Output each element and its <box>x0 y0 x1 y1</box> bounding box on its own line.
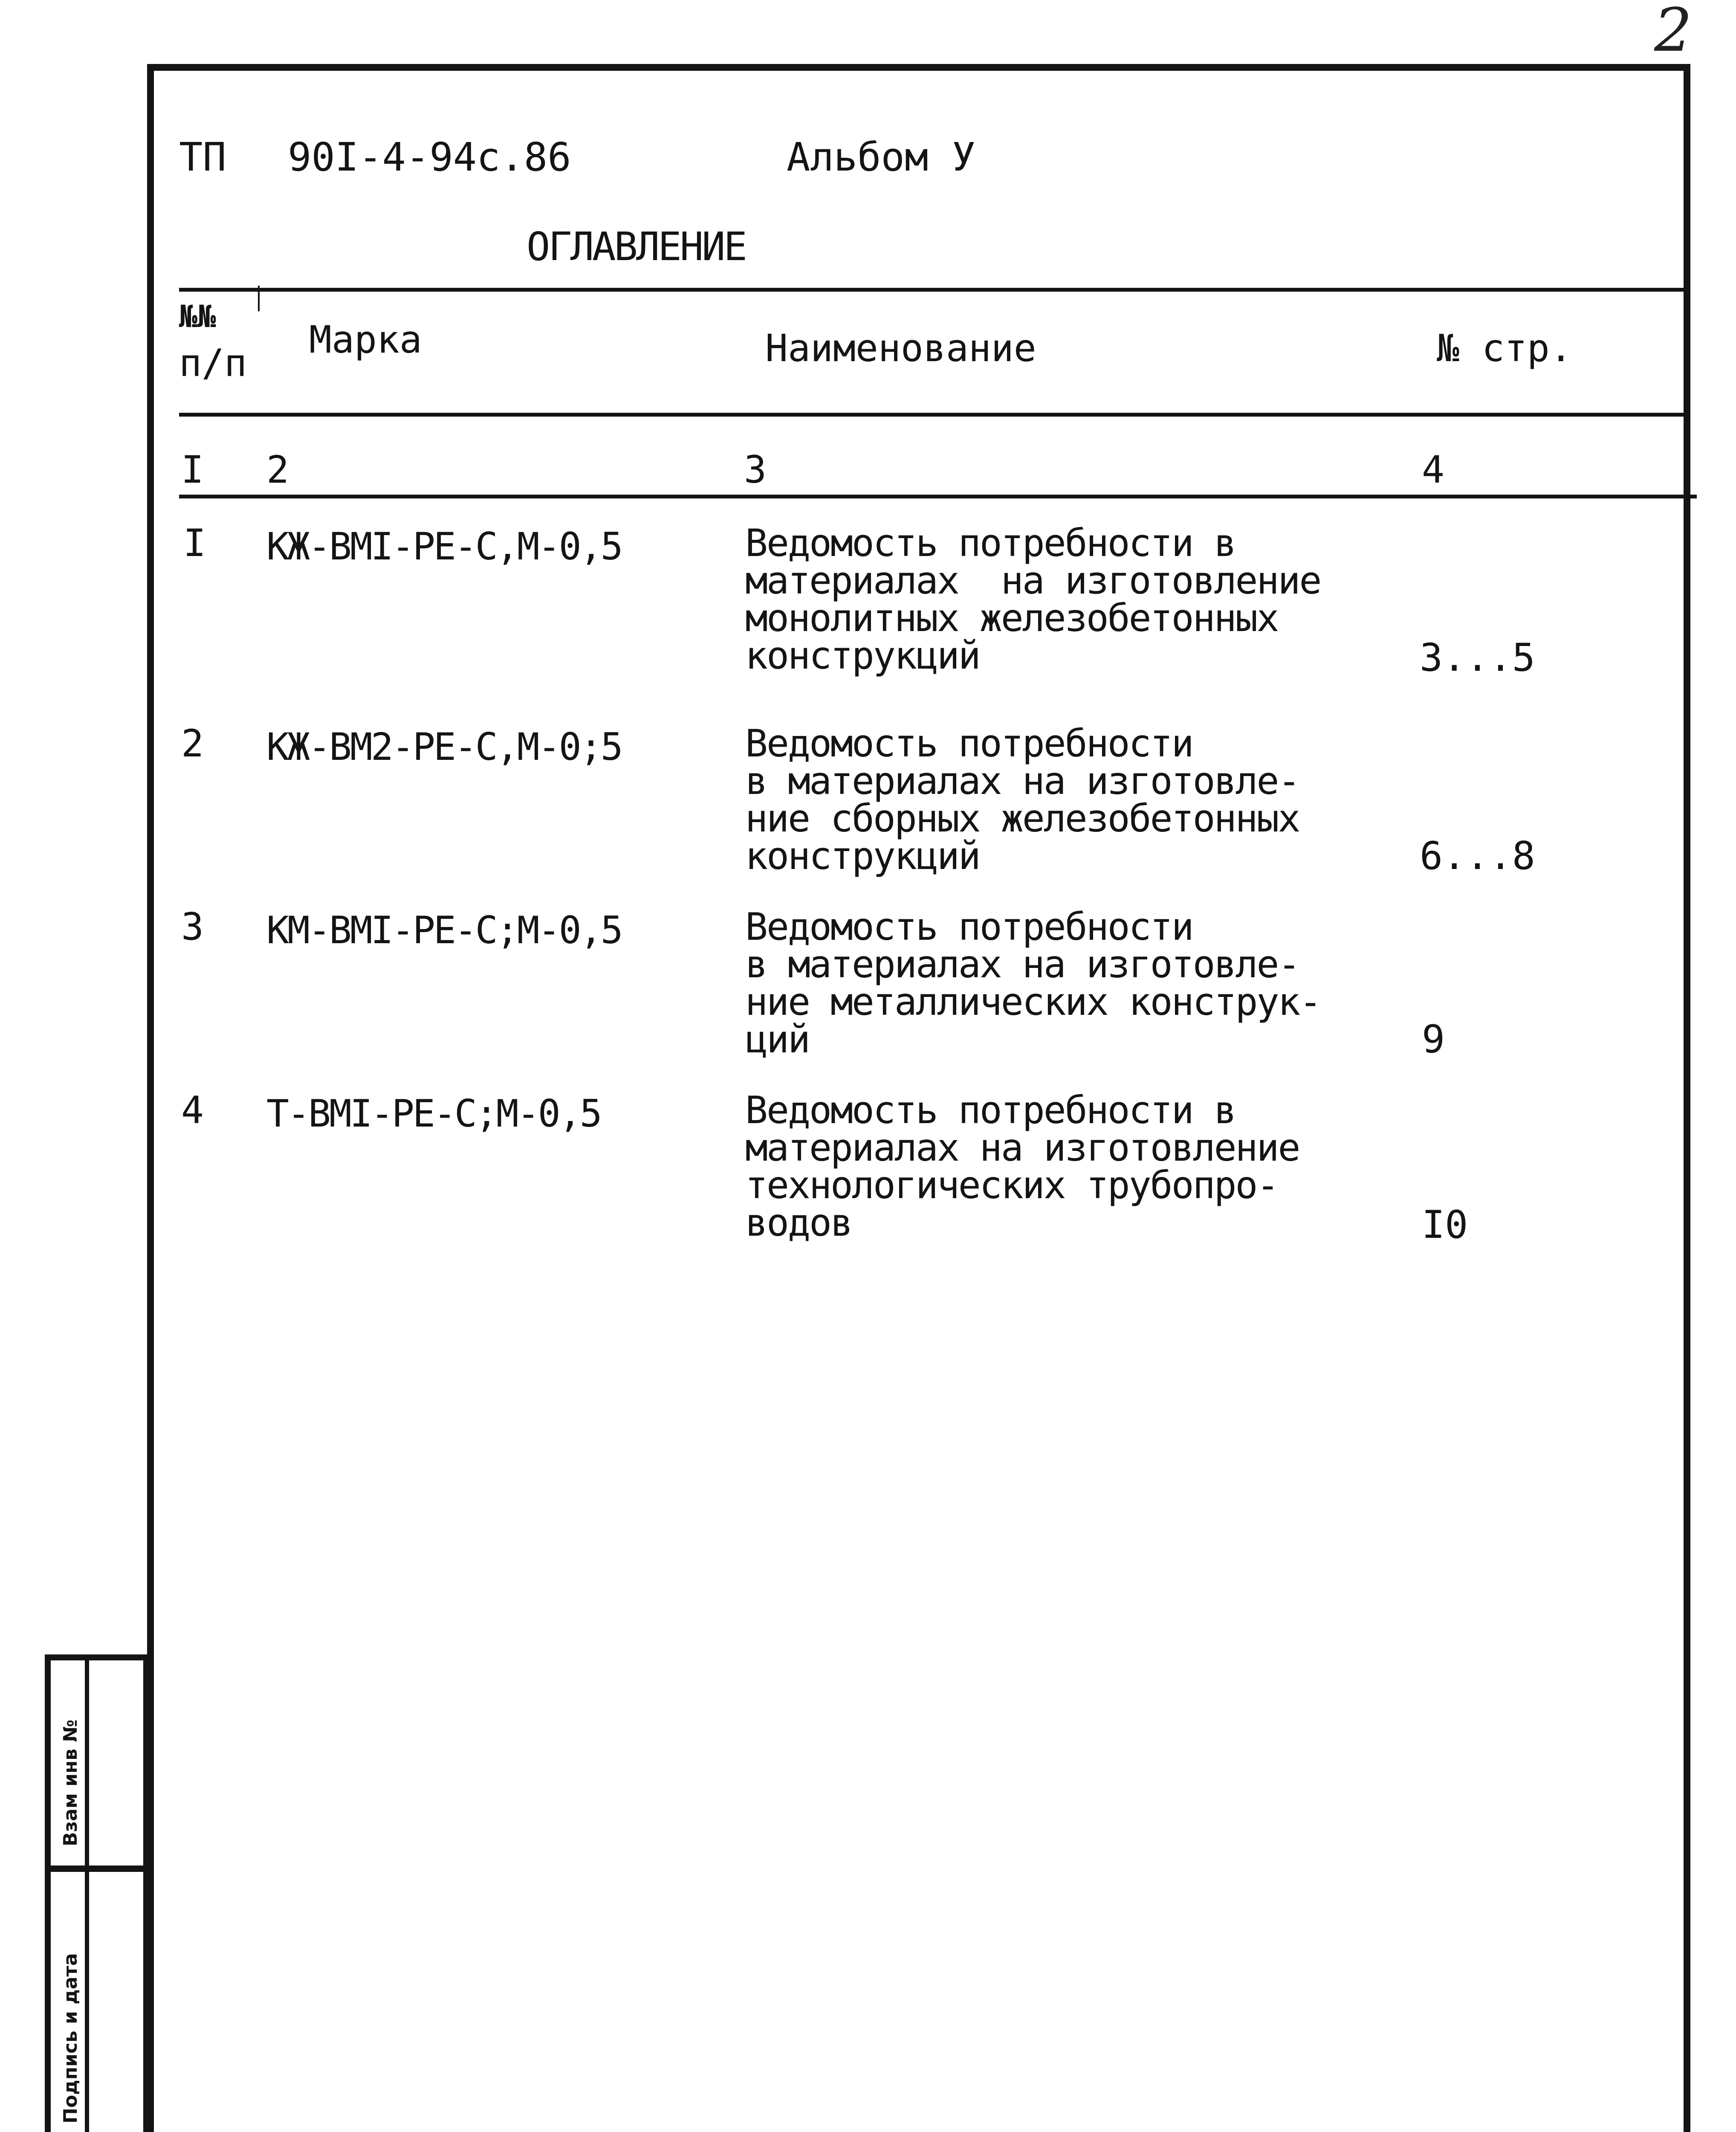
table-top-rule <box>179 288 1688 292</box>
col-number-2: 2 <box>266 448 289 492</box>
stamp-label-replaced-inv: Взам инв № <box>60 1719 81 1846</box>
stamp-label-signature-date: Подпись и дата <box>60 1953 81 2123</box>
header-tick <box>258 286 260 311</box>
col-header-num-line2: п/п <box>179 341 247 385</box>
table-row-3-page: 9 <box>1422 1017 1445 1062</box>
table-header-rule <box>179 413 1688 417</box>
table-row-3-num: 3 <box>181 905 204 949</box>
table-row-1-page: 3...5 <box>1420 635 1535 680</box>
table-row-4-num: 4 <box>181 1088 204 1132</box>
col-header-page: № стр. <box>1437 326 1572 370</box>
col-number-3: 3 <box>744 448 767 492</box>
table-row-2-mark: КЖ-ВМ2-РЕ-С,М-0;5 <box>266 725 622 769</box>
col-header-name: Наименование <box>765 326 1036 370</box>
header-prefix: ТП <box>179 134 226 180</box>
table-row-3-mark: КМ-ВМI-РЕ-С;М-0,5 <box>266 908 622 952</box>
col-header-num-line1: №№ <box>179 298 216 334</box>
table-row-1-name: Ведомость потребности в материалах на изготовление монолитных железобетонных конструкций <box>745 521 1321 678</box>
header-code: 90I-4-94с.86 <box>288 134 571 180</box>
table-row-4-name: Ведомость потребности в материалах на изготовление технологических трубопро- водов <box>745 1088 1299 1245</box>
col-number-1: I <box>181 448 204 492</box>
table-row-3-name: Ведомость потребности в материалах на изготовле- ние металлических конструк- ций <box>745 905 1321 1061</box>
table-row-2-name: Ведомость потребности в материалах на изготовле- ние сборных железобетонных конструкций <box>745 721 1299 878</box>
col-number-4: 4 <box>1422 448 1444 492</box>
table-row-4-mark: Т-ВМI-РЕ-С;М-0,5 <box>266 1092 601 1136</box>
col-header-mark: Марка <box>309 318 422 362</box>
table-colnum-rule <box>179 495 1697 498</box>
table-row-2-num: 2 <box>181 721 204 765</box>
table-row-2-page: 6...8 <box>1420 834 1535 878</box>
table-row-1-num: I <box>183 521 206 565</box>
table-row-1-mark: КЖ-ВМI-РЕ-С,М-0,5 <box>266 524 622 568</box>
header-album: Альбом У <box>787 134 976 180</box>
table-row-4-page: I0 <box>1422 1202 1468 1247</box>
page-title: ОГЛАВЛЕНИЕ <box>527 224 746 269</box>
handwritten-page-number: 2 <box>1654 0 1693 65</box>
